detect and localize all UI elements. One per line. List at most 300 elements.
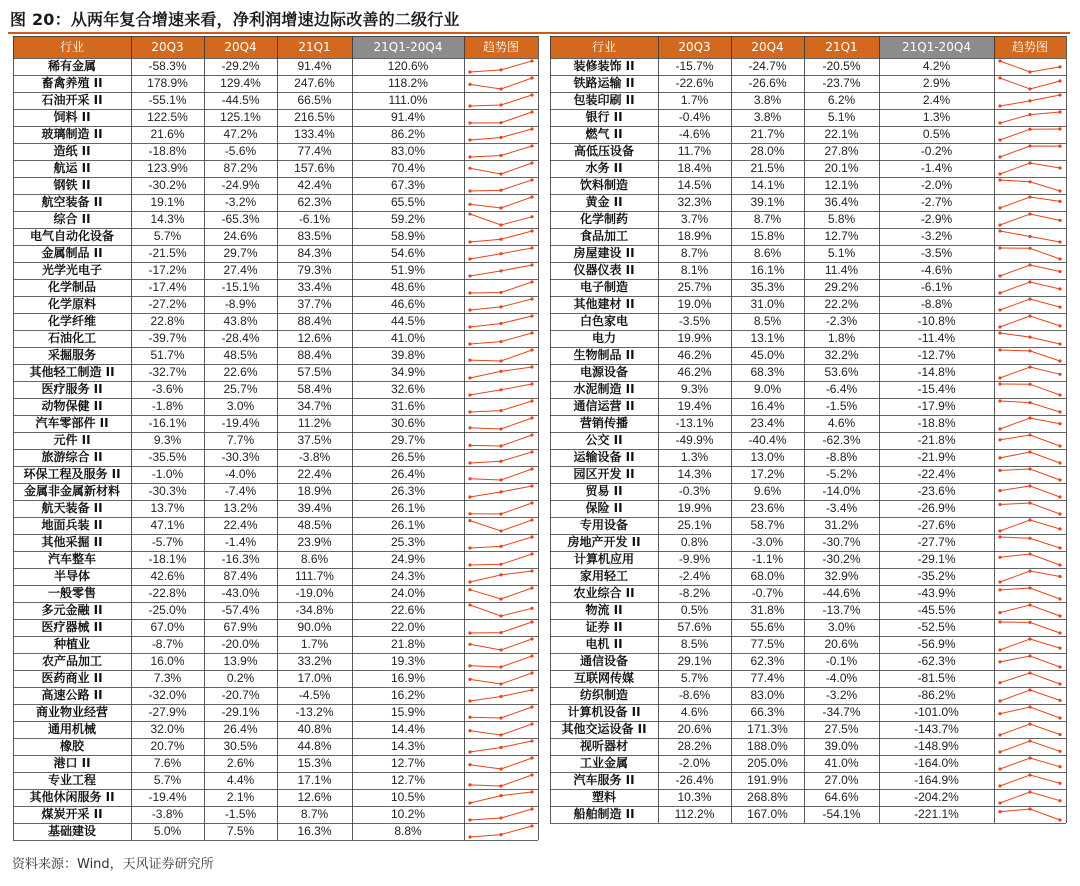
sparkline-line <box>1000 452 1060 463</box>
value-diff: -23.6% <box>917 484 956 498</box>
table-row <box>550 534 1066 551</box>
value-q3: -0.4% <box>678 110 711 124</box>
sparkline-point <box>468 342 471 345</box>
value-q1: -6.4% <box>825 382 858 396</box>
value-q3: -22.6% <box>675 76 714 90</box>
value-q4: 48.5% <box>223 348 258 362</box>
industry-name: 石油开采 II <box>41 93 103 107</box>
left-header-q4: 20Q4 <box>204 36 277 58</box>
sparkline-point <box>468 104 471 107</box>
trend-sparkline <box>994 143 1066 160</box>
sparkline-point <box>468 257 471 260</box>
sparkline-point <box>530 824 533 827</box>
sparkline-point <box>1058 270 1061 273</box>
value-q4: 0.2% <box>226 671 255 685</box>
sparkline-point <box>1058 461 1061 464</box>
value-q1: -14.0% <box>822 484 861 498</box>
sparkline-point <box>499 252 502 255</box>
table-row <box>13 75 538 92</box>
value-q1: 36.4% <box>824 195 859 209</box>
sparkline-line <box>1000 78 1060 89</box>
value-q1: -0.1% <box>825 654 858 668</box>
value-q1: 83.5% <box>297 229 332 243</box>
trend-sparkline <box>464 126 538 143</box>
value-q4: 125.1% <box>220 110 261 124</box>
sparkline-point <box>530 484 533 487</box>
value-q1: 39.0% <box>824 739 859 753</box>
value-q3: -25.0% <box>148 603 187 617</box>
industry-name: 种植业 <box>53 637 90 651</box>
value-diff: 44.5% <box>390 314 426 328</box>
industry-name: 农业综合 II <box>573 586 635 600</box>
table-row <box>550 636 1066 653</box>
trend-sparkline <box>994 789 1066 806</box>
trend-sparkline <box>994 500 1066 517</box>
table-row <box>13 449 538 466</box>
value-q4: 9.6% <box>753 484 782 498</box>
value-diff: 48.6% <box>390 280 426 294</box>
sparkline-point <box>468 750 471 753</box>
sparkline-point <box>1028 705 1031 708</box>
industry-name: 航天装备 II <box>41 501 103 515</box>
trend-sparkline <box>994 415 1066 432</box>
value-q1: 1.7% <box>300 637 329 651</box>
value-diff: 10.2% <box>390 807 426 821</box>
value-q1: 133.4% <box>294 127 335 141</box>
sparkline-point <box>468 603 471 606</box>
sparkline-point <box>468 167 471 170</box>
value-q3: -58.3% <box>148 59 187 73</box>
sparkline-point <box>468 212 471 215</box>
sparkline-line <box>470 503 532 514</box>
table-row <box>13 245 538 262</box>
value-q3: -30.2% <box>148 178 187 192</box>
value-q3: 1.7% <box>680 93 709 107</box>
sparkline-point <box>998 172 1001 175</box>
sparkline-point <box>1028 383 1031 386</box>
industry-name: 营销传播 <box>579 416 628 430</box>
value-q3: 18.9% <box>677 229 712 243</box>
sparkline-point <box>1058 257 1061 260</box>
value-q1: 20.1% <box>824 161 859 175</box>
sparkline-point <box>1028 161 1031 164</box>
table-row <box>13 619 538 636</box>
value-q3: -17.2% <box>148 263 187 277</box>
left-table <box>13 36 538 844</box>
sparkline-point <box>998 121 1001 124</box>
value-q4: -3.0% <box>751 535 784 549</box>
sparkline-line <box>1000 809 1060 820</box>
value-q1: -30.7% <box>822 535 861 549</box>
sparkline-line <box>1000 299 1060 310</box>
value-diff: -86.2% <box>917 688 956 702</box>
table-row <box>550 126 1066 143</box>
sparkline-point <box>1028 671 1031 674</box>
sparkline-point <box>1028 297 1031 300</box>
sparkline-point <box>1028 569 1031 572</box>
value-q1: -13.7% <box>822 603 861 617</box>
industry-name: 汽车零部件 II <box>35 416 109 430</box>
trend-sparkline <box>994 330 1066 347</box>
sparkline-point <box>998 223 1001 226</box>
value-q3: 5.7% <box>680 671 709 685</box>
sparkline-point <box>530 790 533 793</box>
value-q3: -18.1% <box>148 552 187 566</box>
value-q4: 23.4% <box>750 416 785 430</box>
value-q4: 2.1% <box>226 790 255 804</box>
industry-name: 通信运营 II <box>573 399 635 413</box>
sparkline-point <box>1058 145 1061 148</box>
value-diff: -148.9% <box>914 739 959 753</box>
value-q4: 191.9% <box>747 773 788 787</box>
sparkline-point <box>1028 280 1031 283</box>
sparkline-point <box>530 127 533 130</box>
value-diff: -45.5% <box>917 603 956 617</box>
value-q1: 39.4% <box>297 501 332 515</box>
table-row <box>550 194 1066 211</box>
value-q1: 16.3% <box>297 824 332 838</box>
sparkline-point <box>499 733 502 736</box>
industry-name: 元件 II <box>53 433 91 447</box>
value-diff: 14.3% <box>390 739 426 753</box>
sparkline-point <box>1058 575 1061 578</box>
industry-name: 电机 II <box>585 637 623 651</box>
value-q3: -27.9% <box>148 705 187 719</box>
value-q3: 32.0% <box>150 722 185 736</box>
value-diff: -2.7% <box>920 195 953 209</box>
industry-name: 航空装备 II <box>41 195 103 209</box>
value-q1: -19.0% <box>295 586 334 600</box>
sparkline-point <box>499 682 502 685</box>
sparkline-point <box>1058 527 1061 530</box>
value-q1: 79.3% <box>297 263 332 277</box>
sparkline-point <box>1058 393 1061 396</box>
sparkline-line <box>470 605 532 616</box>
trend-sparkline <box>464 58 538 75</box>
trend-sparkline <box>464 534 538 551</box>
trend-sparkline <box>994 619 1066 636</box>
sparkline-point <box>998 784 1001 787</box>
industry-name: 计算机应用 <box>573 552 634 566</box>
value-q4: -57.4% <box>221 603 260 617</box>
value-q4: 21.5% <box>750 161 785 175</box>
sparkline-point <box>530 59 533 62</box>
value-diff: 24.0% <box>390 586 426 600</box>
value-q3: -49.9% <box>675 433 714 447</box>
value-q4: -20.0% <box>221 637 260 651</box>
sparkline-point <box>1058 127 1061 130</box>
value-q3: 32.3% <box>677 195 712 209</box>
table-row <box>550 58 1066 75</box>
value-q3: 22.8% <box>150 314 185 328</box>
sparkline-point <box>499 154 502 157</box>
value-q3: -8.7% <box>151 637 184 651</box>
industry-name: 电气自动化设备 <box>29 229 114 243</box>
table-row <box>13 636 538 653</box>
industry-name: 黄金 II <box>585 195 623 209</box>
value-q3: 20.7% <box>150 739 185 753</box>
value-q4: 3.8% <box>753 110 782 124</box>
sparkline-line <box>470 588 532 599</box>
value-diff: 16.2% <box>390 688 426 702</box>
value-q4: 167.0% <box>747 807 788 821</box>
value-q3: -16.1% <box>148 416 187 430</box>
sparkline-point <box>530 705 533 708</box>
value-q3: -3.5% <box>678 314 711 328</box>
table-row <box>550 670 1066 687</box>
value-diff: 32.6% <box>390 382 426 396</box>
value-diff: -21.9% <box>917 450 956 464</box>
table-row <box>13 687 538 704</box>
value-diff: 30.6% <box>390 416 426 430</box>
sparkline-point <box>499 136 502 139</box>
value-q1: 27.0% <box>824 773 859 787</box>
industry-name: 化学制药 <box>579 212 628 226</box>
sparkline-line <box>1000 656 1060 667</box>
value-diff: -62.3% <box>917 654 956 668</box>
sparkline-line <box>1000 571 1060 582</box>
value-q3: 7.3% <box>153 671 182 685</box>
sparkline-point <box>998 535 1001 538</box>
sparkline-point <box>998 588 1001 591</box>
sparkline-line <box>1000 265 1060 276</box>
value-diff: -10.8% <box>917 314 956 328</box>
trend-sparkline <box>994 347 1066 364</box>
value-diff: -11.4% <box>917 331 956 345</box>
sparkline-line <box>470 316 532 327</box>
sparkline-point <box>499 563 502 566</box>
value-q1: 37.5% <box>297 433 332 447</box>
sparkline-point <box>998 376 1001 379</box>
table-row <box>550 313 1066 330</box>
value-diff: -56.9% <box>917 637 956 651</box>
sparkline-point <box>530 246 533 249</box>
industry-name: 其他建材 II <box>573 297 635 311</box>
sparkline-point <box>1058 699 1061 702</box>
value-diff: 26.1% <box>390 501 426 515</box>
table-row <box>13 585 538 602</box>
sparkline-point <box>499 189 502 192</box>
sparkline-point <box>998 681 1001 684</box>
sparkline-point <box>468 835 471 838</box>
sparkline-point <box>468 588 471 591</box>
table-row <box>13 228 538 245</box>
industry-name: 银行 II <box>585 110 623 124</box>
sparkline-point <box>468 138 471 141</box>
sparkline-point <box>998 712 1001 715</box>
industry-name: 纺织制造 <box>579 688 628 702</box>
table-row <box>13 823 538 840</box>
value-q4: 23.6% <box>750 501 785 515</box>
value-q1: 62.3% <box>297 195 332 209</box>
sparkline-point <box>998 399 1001 402</box>
sparkline-point <box>530 739 533 742</box>
table-row <box>550 364 1066 381</box>
sparkline-point <box>530 297 533 300</box>
sparkline-point <box>1028 552 1031 555</box>
trend-sparkline <box>464 398 538 415</box>
value-q4: 58.7% <box>750 518 785 532</box>
sparkline-point <box>530 501 533 504</box>
trend-sparkline <box>464 568 538 585</box>
sparkline-point <box>530 331 533 334</box>
sparkline-point <box>499 816 502 819</box>
value-q1: -2.3% <box>825 314 858 328</box>
sparkline-point <box>1058 93 1061 96</box>
sparkline-point <box>998 529 1001 532</box>
value-q1: 41.0% <box>824 756 859 770</box>
value-q1: -23.7% <box>822 76 861 90</box>
sparkline-line <box>1000 554 1060 565</box>
value-diff: -35.2% <box>917 569 956 583</box>
industry-name: 其他采掘 II <box>41 535 103 549</box>
sparkline-point <box>530 178 533 181</box>
industry-name: 专用设备 <box>579 518 628 532</box>
table-row <box>550 398 1066 415</box>
sparkline-line <box>470 418 532 429</box>
trend-sparkline <box>994 772 1066 789</box>
industry-name: 饮料制造 <box>579 178 628 192</box>
value-q3: 3.7% <box>680 212 709 226</box>
sparkline-line <box>1000 673 1060 684</box>
sparkline-point <box>998 427 1001 430</box>
value-q4: 22.4% <box>223 518 258 532</box>
sparkline-line <box>470 707 532 718</box>
industry-name: 燃气 II <box>585 127 623 141</box>
value-q1: -62.3% <box>822 433 861 447</box>
value-diff: -1.4% <box>920 161 953 175</box>
sparkline-point <box>468 240 471 243</box>
trend-sparkline <box>994 449 1066 466</box>
sparkline-point <box>1028 807 1031 810</box>
sparkline-point <box>499 206 502 209</box>
trend-sparkline <box>464 211 538 228</box>
value-q1: 90.0% <box>297 620 332 634</box>
value-q1: -3.8% <box>298 450 331 464</box>
sparkline-point <box>468 716 471 719</box>
value-diff: 21.8% <box>390 637 426 651</box>
value-q1: 27.8% <box>824 144 859 158</box>
value-q3: 9.3% <box>680 382 709 396</box>
sparkline-point <box>1028 621 1031 624</box>
trend-sparkline <box>464 704 538 721</box>
sparkline-point <box>998 648 1001 651</box>
value-q1: 15.3% <box>297 756 332 770</box>
trend-sparkline <box>994 517 1066 534</box>
industry-name: 汽车整车 <box>47 552 96 566</box>
value-q4: 7.7% <box>226 433 255 447</box>
value-q4: -19.4% <box>221 416 260 430</box>
value-q3: -3.8% <box>151 807 184 821</box>
trend-sparkline <box>994 806 1066 823</box>
trend-sparkline <box>994 398 1066 415</box>
value-q4: 24.6% <box>223 229 258 243</box>
value-q1: 27.5% <box>824 722 859 736</box>
industry-name: 造纸 II <box>53 144 91 158</box>
value-q4: 83.0% <box>750 688 785 702</box>
value-q4: 25.7% <box>223 382 258 396</box>
sparkline-point <box>998 331 1001 334</box>
value-diff: 58.9% <box>390 229 426 243</box>
sparkline-point <box>998 489 1001 492</box>
sparkline-point <box>1058 495 1061 498</box>
value-diff: 24.3% <box>390 569 426 583</box>
value-q4: 8.5% <box>753 314 782 328</box>
value-q1: 29.2% <box>824 280 859 294</box>
trend-sparkline <box>994 75 1066 92</box>
table-row <box>550 330 1066 347</box>
sparkline-point <box>1028 688 1031 691</box>
trend-sparkline <box>464 364 538 381</box>
value-q4: 47.2% <box>223 127 258 141</box>
value-q3: 14.3% <box>150 212 185 226</box>
value-diff: -164.0% <box>914 756 959 770</box>
value-q4: 15.8% <box>750 229 785 243</box>
table-row <box>13 262 538 279</box>
value-q3: -18.8% <box>148 144 187 158</box>
sparkline-point <box>1058 631 1061 634</box>
sparkline-point <box>468 325 471 328</box>
trend-sparkline <box>994 704 1066 721</box>
value-q1: -1.5% <box>825 399 858 413</box>
trend-sparkline <box>464 551 538 568</box>
sparkline-point <box>499 68 502 71</box>
sparkline-point <box>499 545 502 548</box>
table-row <box>550 755 1066 772</box>
table-row <box>550 211 1066 228</box>
sparkline-point <box>1058 765 1061 768</box>
sparkline-point <box>1058 200 1061 203</box>
value-q3: -5.7% <box>151 535 184 549</box>
value-q3: -8.2% <box>678 586 711 600</box>
table-row <box>550 177 1066 194</box>
sparkline-point <box>1028 99 1031 102</box>
value-q3: -2.0% <box>678 756 711 770</box>
industry-name: 证券 II <box>585 620 623 634</box>
industry-name: 塑料 <box>591 790 616 804</box>
table-row <box>550 466 1066 483</box>
sparkline-point <box>1028 654 1031 657</box>
value-q4: 3.8% <box>753 93 782 107</box>
trend-sparkline <box>994 245 1066 262</box>
value-diff: 51.9% <box>390 263 426 277</box>
value-q3: 8.7% <box>680 246 709 260</box>
value-diff: -2.9% <box>920 212 953 226</box>
value-q1: -3.4% <box>825 501 858 515</box>
value-diff: 25.3% <box>390 535 426 549</box>
sparkline-point <box>1058 799 1061 802</box>
value-q4: -43.0% <box>221 586 260 600</box>
value-diff: -26.9% <box>917 501 956 515</box>
sparkline-point <box>499 322 502 325</box>
table-row <box>550 602 1066 619</box>
sparkline-point <box>530 586 533 589</box>
value-q4: -7.4% <box>224 484 257 498</box>
trend-sparkline <box>994 126 1066 143</box>
right-header-q4: 20Q4 <box>731 36 804 58</box>
trend-sparkline <box>994 551 1066 568</box>
sparkline-point <box>468 512 471 515</box>
sparkline-point <box>1028 401 1031 404</box>
table-row <box>550 738 1066 755</box>
title-rule <box>8 32 1070 34</box>
sparkline-point <box>1028 314 1031 317</box>
industry-name: 视听器材 <box>579 739 628 753</box>
sparkline-line <box>1000 724 1060 735</box>
sparkline-point <box>1058 422 1061 425</box>
value-q3: 5.7% <box>153 229 182 243</box>
value-q4: -1.5% <box>224 807 257 821</box>
